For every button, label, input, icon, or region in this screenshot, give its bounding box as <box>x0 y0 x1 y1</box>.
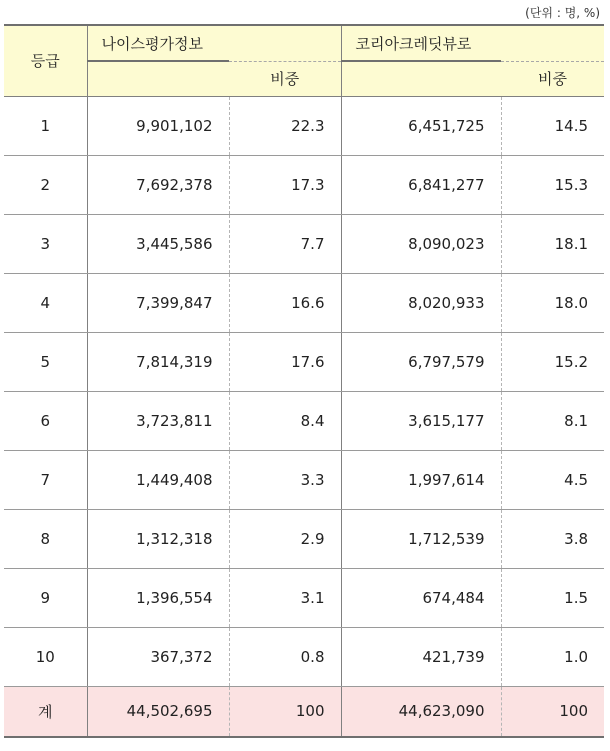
nice-share-cell: 17.6 <box>229 332 341 391</box>
grade-cell: 10 <box>4 627 87 686</box>
header-grade: 등급 <box>4 25 87 96</box>
unit-note: (단위 : 명, %) <box>525 6 600 20</box>
header-kcb-share: 비중 <box>501 61 604 96</box>
grade-cell: 9 <box>4 568 87 627</box>
nice-share-cell: 22.3 <box>229 96 341 155</box>
kcb-count-cell: 6,451,725 <box>341 96 501 155</box>
total-kcb-count: 44,623,090 <box>341 686 501 737</box>
grade-cell: 8 <box>4 509 87 568</box>
table-row <box>4 214 604 273</box>
nice-count-cell: 1,396,554 <box>87 568 229 627</box>
nice-count-cell: 9,901,102 <box>87 96 229 155</box>
table-row <box>4 627 604 686</box>
grade-cell: 7 <box>4 450 87 509</box>
table-row <box>4 332 604 391</box>
kcb-share-cell: 14.5 <box>501 96 604 155</box>
kcb-count-cell: 6,797,579 <box>341 332 501 391</box>
nice-count-cell: 7,399,847 <box>87 273 229 332</box>
grade-cell: 6 <box>4 391 87 450</box>
grade-cell: 4 <box>4 273 87 332</box>
nice-share-cell: 7.7 <box>229 214 341 273</box>
kcb-count-cell: 674,484 <box>341 568 501 627</box>
kcb-share-cell: 3.8 <box>501 509 604 568</box>
total-nice-share: 100 <box>229 686 341 737</box>
credit-grade-table <box>4 24 604 738</box>
kcb-count-cell: 6,841,277 <box>341 155 501 214</box>
kcb-share-cell: 8.1 <box>501 391 604 450</box>
nice-count-cell: 1,312,318 <box>87 509 229 568</box>
kcb-count-cell: 1,712,539 <box>341 509 501 568</box>
total-nice-count: 44,502,695 <box>87 686 229 737</box>
nice-count-cell: 3,723,811 <box>87 391 229 450</box>
kcb-share-cell: 18.1 <box>501 214 604 273</box>
nice-count-cell: 7,692,378 <box>87 155 229 214</box>
kcb-share-cell: 1.0 <box>501 627 604 686</box>
nice-share-cell: 16.6 <box>229 273 341 332</box>
nice-count-cell: 1,449,408 <box>87 450 229 509</box>
header-korea-credit-bureau: 코리아크레딧뷰로 <box>341 25 604 61</box>
total-label: 계 <box>4 686 87 737</box>
kcb-count-cell: 421,739 <box>341 627 501 686</box>
table-row <box>4 273 604 332</box>
kcb-count-cell: 8,090,023 <box>341 214 501 273</box>
nice-share-cell: 2.9 <box>229 509 341 568</box>
kcb-count-cell: 8,020,933 <box>341 273 501 332</box>
grade-cell: 5 <box>4 332 87 391</box>
kcb-share-cell: 18.0 <box>501 273 604 332</box>
kcb-share-cell: 15.3 <box>501 155 604 214</box>
header-nice-share: 비중 <box>229 61 341 96</box>
nice-share-cell: 8.4 <box>229 391 341 450</box>
kcb-share-cell: 4.5 <box>501 450 604 509</box>
table-row <box>4 155 604 214</box>
table-row <box>4 509 604 568</box>
grade-cell: 1 <box>4 96 87 155</box>
nice-share-cell: 17.3 <box>229 155 341 214</box>
table-row <box>4 96 604 155</box>
grade-cell: 2 <box>4 155 87 214</box>
nice-count-cell: 3,445,586 <box>87 214 229 273</box>
total-row <box>4 686 604 737</box>
total-kcb-share: 100 <box>501 686 604 737</box>
table-row <box>4 568 604 627</box>
nice-share-cell: 3.1 <box>229 568 341 627</box>
nice-share-cell: 0.8 <box>229 627 341 686</box>
table-row <box>4 391 604 450</box>
nice-count-cell: 7,814,319 <box>87 332 229 391</box>
kcb-share-cell: 15.2 <box>501 332 604 391</box>
kcb-count-cell: 3,615,177 <box>341 391 501 450</box>
kcb-share-cell: 1.5 <box>501 568 604 627</box>
nice-count-cell: 367,372 <box>87 627 229 686</box>
table-row <box>4 450 604 509</box>
nice-share-cell: 3.3 <box>229 450 341 509</box>
grade-cell: 3 <box>4 214 87 273</box>
header-nice: 나이스평가정보 <box>87 25 341 61</box>
kcb-count-cell: 1,997,614 <box>341 450 501 509</box>
